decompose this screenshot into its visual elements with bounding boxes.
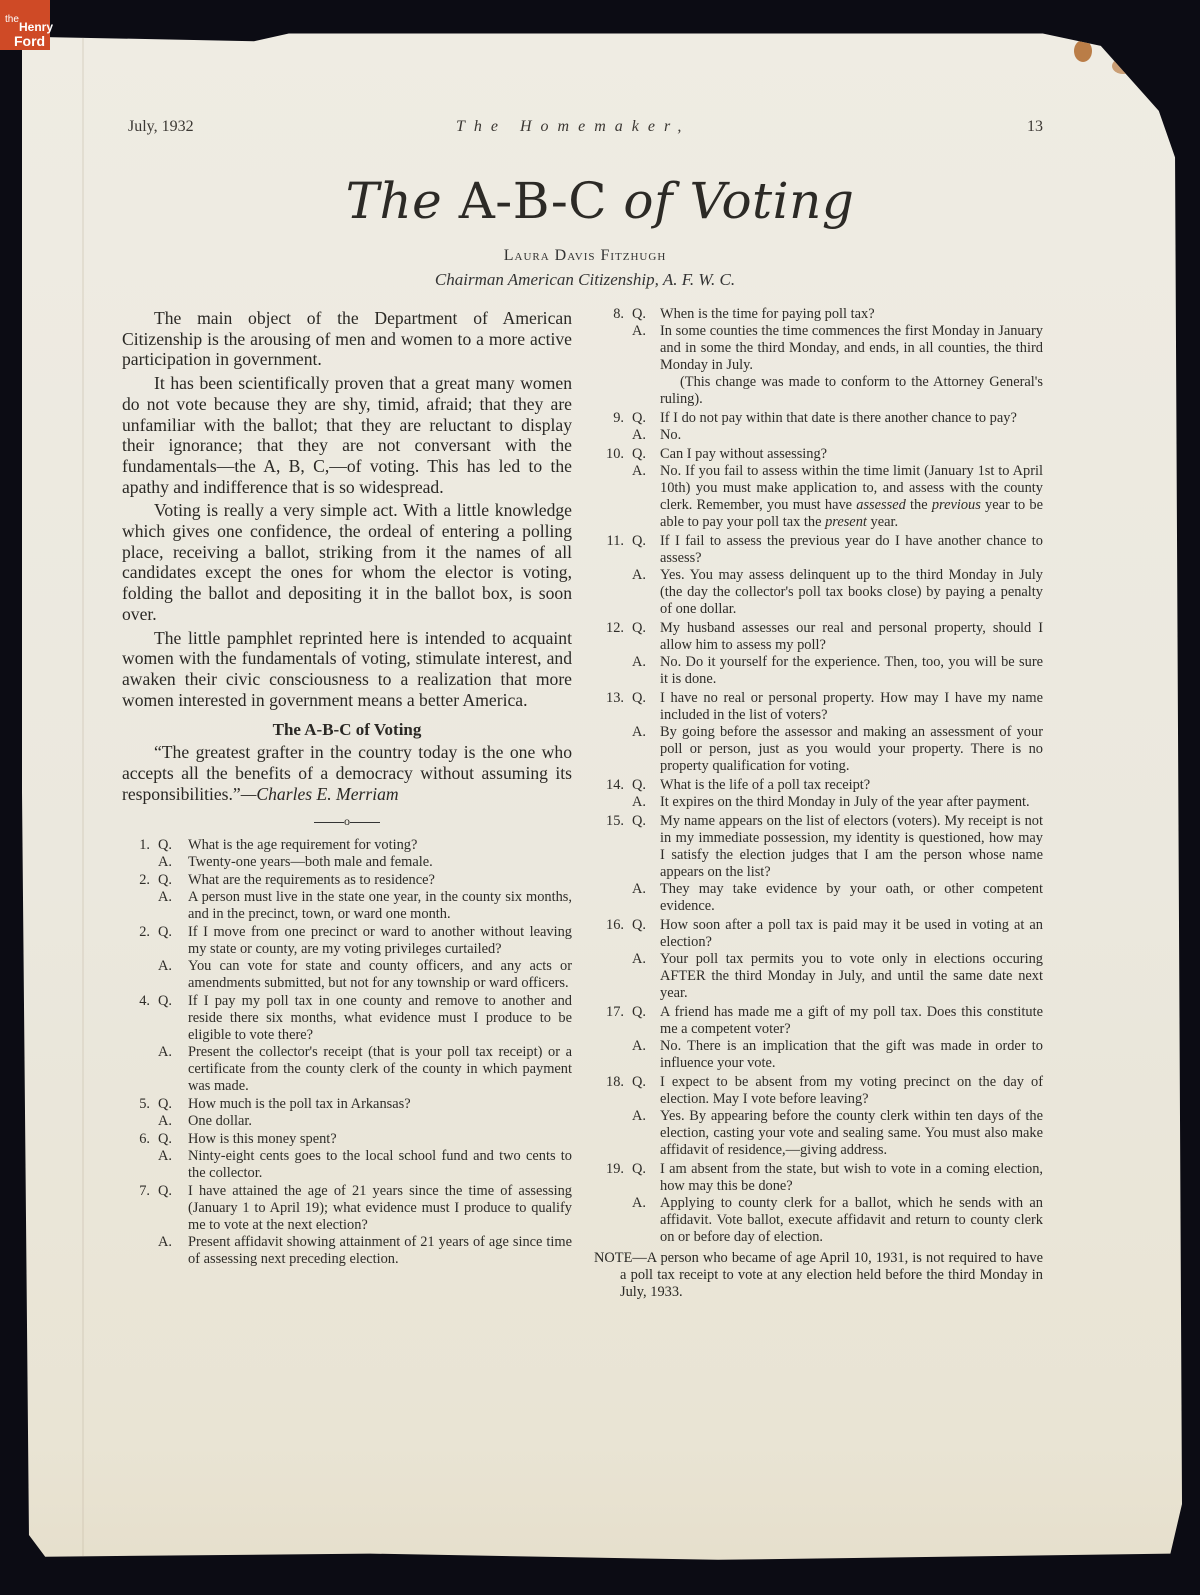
question-label: Q. bbox=[158, 993, 172, 1010]
question-row bbox=[594, 690, 1043, 724]
answer-label: A. bbox=[158, 958, 172, 975]
question-label: Q. bbox=[632, 813, 646, 829]
qa-item bbox=[594, 1161, 1043, 1246]
question-row bbox=[594, 1161, 1043, 1195]
right-column bbox=[594, 306, 1043, 1301]
answer-text: One dollar. bbox=[188, 1113, 252, 1130]
qa-item bbox=[594, 533, 1043, 618]
footnote: NOTE—A person who became of age April 10, 1931, is not required to have a poll tax receipt to vote at any election held before the third Monday in July, 1933. bbox=[594, 1250, 1043, 1300]
question-text: What is the age requirement for voting? bbox=[188, 837, 418, 854]
question-label: Q. bbox=[158, 1096, 172, 1113]
title-the: The bbox=[345, 172, 443, 230]
question-row bbox=[594, 306, 1043, 323]
emphasized-word: previous bbox=[931, 497, 981, 513]
answer-text: A person must live in the state one year, in the county six months, and in the precinct, town, or ward one month. bbox=[188, 889, 572, 923]
answer-row bbox=[594, 654, 1043, 688]
qa-item bbox=[594, 1074, 1043, 1159]
answer-text: Applying to county clerk for a ballot, which he sends with an affidavit. Vote ballot, execute affidavit and return to county clerk on or before day of election. bbox=[660, 1195, 1043, 1245]
answer-label: A. bbox=[632, 1038, 646, 1054]
answer-text: Present the collector's receipt (that is your poll tax receipt) or a certificate from the county clerk of the county in which payment was made. bbox=[188, 1044, 572, 1095]
question-number: 18. bbox=[606, 1074, 624, 1090]
logo-text-henry: Henry bbox=[19, 20, 54, 34]
question-number: 15. bbox=[606, 813, 624, 829]
answer-label: A. bbox=[158, 1044, 172, 1061]
question-label: Q. bbox=[632, 446, 646, 462]
qa-item bbox=[122, 1183, 572, 1268]
question-number: 9. bbox=[613, 410, 624, 426]
title-voting: Voting bbox=[689, 172, 855, 230]
question-label: Q. bbox=[632, 917, 646, 933]
question-label: Q. bbox=[632, 533, 646, 549]
qa-item bbox=[594, 306, 1043, 408]
question-text: What is the life of a poll tax receipt? bbox=[660, 777, 871, 793]
henry-ford-logo bbox=[0, 0, 54, 50]
qa-item bbox=[122, 872, 572, 923]
intro-paragraph: Voting is really a very simple act. With a little knowledge which gives one confidence, the ordeal of entering a polling place, receiving a ballot, striking from it the names of all candidates except the ones for whom the elector is voting, folding the ballot and depositing it in the ballot box, is soon over. bbox=[122, 500, 572, 624]
question-label: Q. bbox=[632, 1004, 646, 1020]
question-row bbox=[122, 1096, 572, 1113]
qa-item bbox=[594, 620, 1043, 688]
question-label: Q. bbox=[632, 1161, 646, 1177]
question-label: Q. bbox=[158, 837, 172, 854]
qa-item bbox=[122, 924, 572, 992]
title-abc: A-B-C bbox=[458, 172, 608, 230]
answer-note: (This change was made to conform to the Attorney General's ruling). bbox=[660, 374, 1043, 407]
question-number: 13. bbox=[606, 690, 624, 706]
answer-text: No. There is an implication that the gift was made in order to influence your vote. bbox=[660, 1038, 1043, 1071]
page-number: 13 bbox=[1027, 118, 1043, 135]
issue-date: July, 1932 bbox=[128, 118, 194, 135]
question-text: If I pay my poll tax in one county and remove to another and reside there six months, what evidence must I produce to be eligible to vote there? bbox=[188, 993, 572, 1044]
answer-label: A. bbox=[632, 427, 646, 443]
rust-stain bbox=[1112, 58, 1134, 74]
epigraph-quote bbox=[122, 742, 572, 804]
qa-item bbox=[594, 777, 1043, 811]
question-row bbox=[594, 1074, 1043, 1108]
question-row bbox=[122, 872, 572, 889]
intro-paragraph: It has been scientifically proven that a great many women do not vote because they are shy, timid, afraid; that they are unfamiliar with the ballot; that they are reluctant to display their ignorance; that they are not conversant with the fundamentals—the A, B, C,—of voting. This has led to the apathy and indifference that is so widespread. bbox=[122, 373, 572, 497]
question-text: Can I pay without assessing? bbox=[660, 446, 828, 462]
answer-row bbox=[122, 1148, 572, 1182]
answer-row bbox=[594, 463, 1043, 531]
answer-label: A. bbox=[158, 1148, 172, 1165]
quote-attribution: —Charles E. Merriam bbox=[240, 783, 399, 804]
qa-item bbox=[122, 837, 572, 871]
qa-item bbox=[122, 1131, 572, 1182]
answer-row bbox=[594, 881, 1043, 915]
question-number: 5. bbox=[139, 1096, 150, 1113]
question-text: I am absent from the state, but wish to vote in a coming election, how may this be done? bbox=[660, 1161, 1043, 1194]
qa-item bbox=[594, 410, 1043, 444]
quote-text: “The greatest grafter in the country today is the one who accepts all the benefits of a democracy without assuming its responsibilities.” bbox=[122, 742, 572, 804]
answer-label: A. bbox=[632, 724, 646, 740]
question-number: 2. bbox=[139, 924, 150, 941]
question-row bbox=[122, 1183, 572, 1234]
question-text: If I do not pay within that date is there another chance to pay? bbox=[660, 410, 1017, 426]
question-text: How soon after a poll tax is paid may it be used in voting at an election? bbox=[660, 917, 1043, 950]
question-text: How is this money spent? bbox=[188, 1131, 337, 1148]
question-row bbox=[122, 837, 572, 854]
question-row bbox=[594, 777, 1043, 794]
question-text: I have no real or personal property. How may I have my name included in the list of voters? bbox=[660, 690, 1043, 723]
answer-text: You can vote for state and county officers, and any acts or amendments submitted, but not for any township or ward officers. bbox=[188, 958, 572, 992]
qa-item bbox=[594, 446, 1043, 531]
question-row bbox=[594, 813, 1043, 881]
answer-text: No. If you fail to assess within the time limit (January 1st to April 10th) you must make application to, and assess with the county clerk. Remember, you must have assessed the previous year to be able to pay your poll tax the present year. bbox=[660, 463, 1043, 530]
answer-label: A. bbox=[158, 1113, 172, 1130]
logo-text-the: the bbox=[5, 14, 19, 25]
answer-row bbox=[594, 427, 1043, 444]
question-number: 19. bbox=[606, 1161, 624, 1177]
answer-row bbox=[122, 889, 572, 923]
question-text: How much is the poll tax in Arkansas? bbox=[188, 1096, 411, 1113]
answer-text: Twenty-one years—both male and female. bbox=[188, 854, 433, 871]
question-text: I expect to be absent from my voting precinct on the day of election. May I vote before leaving? bbox=[660, 1074, 1043, 1107]
qa-item bbox=[594, 917, 1043, 1002]
answer-text: By going before the assessor and making an assessment of your poll or person, just as you would your property. There is no property qualification for voting. bbox=[660, 724, 1043, 774]
left-column bbox=[122, 308, 572, 1269]
emphasized-word: present bbox=[825, 514, 867, 530]
answer-row bbox=[594, 794, 1043, 811]
intro-paragraph: The main object of the Department of American Citizenship is the arousing of men and women to a more active participation in government. bbox=[122, 308, 572, 370]
question-number: 8. bbox=[613, 306, 624, 322]
question-number: 14. bbox=[606, 777, 624, 793]
intro bbox=[122, 308, 572, 710]
qa-list-left bbox=[122, 837, 572, 1268]
answer-label: A. bbox=[632, 1195, 646, 1211]
question-label: Q. bbox=[632, 410, 646, 426]
answer-text: In some counties the time commences the first Monday in January and in some the third Monday, and ends, in all counties, the third Monday in July. (This change was made to conform to the Attorney General's ruling). bbox=[660, 323, 1043, 407]
question-label: Q. bbox=[632, 777, 646, 793]
question-label: Q. bbox=[632, 620, 646, 636]
title-of: of bbox=[623, 172, 674, 230]
question-row bbox=[122, 1131, 572, 1148]
qa-item bbox=[594, 1004, 1043, 1072]
answer-text: They may take evidence by your oath, or other competent evidence. bbox=[660, 881, 1043, 914]
answer-text: Yes. By appearing before the county clerk within ten days of the election, casting your vote and sealing same. You must also make affidavit of residence,—giving address. bbox=[660, 1108, 1043, 1158]
question-number: 12. bbox=[606, 620, 624, 636]
question-row bbox=[594, 446, 1043, 463]
answer-text: Your poll tax permits you to vote only in elections occuring AFTER the third Monday in July, and until the same date next year. bbox=[660, 951, 1043, 1001]
answer-row bbox=[594, 1038, 1043, 1072]
qa-item bbox=[594, 813, 1043, 915]
qa-item bbox=[122, 1096, 572, 1130]
question-number: 2. bbox=[139, 872, 150, 889]
magazine-name: The Homemaker, bbox=[456, 118, 691, 135]
answer-label: A. bbox=[632, 323, 646, 339]
answer-label: A. bbox=[158, 1234, 172, 1251]
answer-row bbox=[122, 958, 572, 992]
logo-text-ford: Ford bbox=[14, 33, 46, 49]
answer-text: No. Do it yourself for the experience. Then, too, you will be sure it is done. bbox=[660, 654, 1043, 687]
question-row bbox=[594, 533, 1043, 567]
question-label: Q. bbox=[158, 924, 172, 941]
question-text: What are the requirements as to residence? bbox=[188, 872, 435, 889]
author-affiliation: Chairman American Citizenship, A. F. W. C. bbox=[434, 270, 736, 289]
intro-paragraph: The little pamphlet reprinted here is intended to acquaint women with the fundamentals of voting, stimulate interest, and awaken their civic consciousness to a realization that more women interested in government means a better America. bbox=[122, 627, 572, 710]
answer-label: A. bbox=[632, 951, 646, 967]
question-label: Q. bbox=[632, 306, 646, 322]
question-label: Q. bbox=[158, 1183, 172, 1200]
answer-row bbox=[122, 1113, 572, 1130]
answer-label: A. bbox=[632, 463, 646, 479]
answer-row bbox=[122, 1234, 572, 1268]
question-number: 6. bbox=[139, 1131, 150, 1148]
question-number: 4. bbox=[139, 993, 150, 1010]
question-number: 11. bbox=[606, 533, 624, 549]
answer-label: A. bbox=[632, 567, 646, 583]
answer-row bbox=[594, 951, 1043, 1002]
question-row bbox=[594, 1004, 1043, 1038]
question-row bbox=[122, 924, 572, 958]
question-number: 10. bbox=[606, 446, 624, 462]
rust-stain bbox=[1074, 40, 1092, 62]
answer-row bbox=[594, 567, 1043, 618]
question-text: If I fail to assess the previous year do I have another chance to assess? bbox=[660, 533, 1043, 566]
answer-label: A. bbox=[632, 1108, 646, 1124]
question-number: 7. bbox=[139, 1183, 150, 1200]
answer-label: A. bbox=[632, 654, 646, 670]
answer-row bbox=[594, 1195, 1043, 1246]
answer-row bbox=[594, 1108, 1043, 1159]
answer-text: Present affidavit showing attainment of 21 years of age since time of assessing next preceding election. bbox=[188, 1234, 572, 1268]
question-text: I have attained the age of 21 years since the time of assessing (January 1 to April 19); what evidence must I produce to qualify me to vote at the next election? bbox=[188, 1183, 572, 1234]
author-byline: Laura Davis Fitzhugh bbox=[503, 247, 667, 264]
qa-item bbox=[594, 690, 1043, 775]
question-text: My husband assesses our real and personal property, should I allow him to assess my poll? bbox=[660, 620, 1043, 653]
answer-label: A. bbox=[158, 854, 172, 871]
divider-mark: o bbox=[344, 814, 350, 829]
answer-text: Yes. You may assess delinquent up to the third Monday in July (the day the collector's poll tax books close) by paying a penalty of one dollar. bbox=[660, 567, 1043, 617]
question-number: 17. bbox=[606, 1004, 624, 1020]
question-text: My name appears on the list of electors (voters). My receipt is not in my immediate possession, my identity is questioned, how may I satisfy the election judges that I am the person whose name appears on the list? bbox=[660, 813, 1043, 880]
answer-label: A. bbox=[158, 889, 172, 906]
question-row bbox=[122, 993, 572, 1044]
question-label: Q. bbox=[632, 1074, 646, 1090]
answer-row bbox=[594, 323, 1043, 408]
question-number: 16. bbox=[606, 917, 624, 933]
answer-text: No. bbox=[660, 427, 682, 443]
answer-text: It expires on the third Monday in July of the year after payment. bbox=[660, 794, 1030, 810]
section-divider bbox=[122, 814, 572, 829]
answer-row bbox=[122, 854, 572, 871]
qa-list-right bbox=[594, 306, 1043, 1246]
question-label: Q. bbox=[158, 872, 172, 889]
section-heading: The A-B-C of Voting bbox=[272, 720, 422, 740]
answer-row bbox=[122, 1044, 572, 1095]
question-row bbox=[594, 917, 1043, 951]
question-label: Q. bbox=[632, 690, 646, 706]
article-title bbox=[0, 172, 1200, 230]
question-label: Q. bbox=[158, 1131, 172, 1148]
emphasized-word: assessed bbox=[856, 497, 906, 513]
question-text: A friend has made me a gift of my poll tax. Does this constitute me a competent voter? bbox=[660, 1004, 1043, 1037]
question-text: If I move from one precinct or ward to another without leaving my state or county, are my voting privileges curtailed? bbox=[188, 924, 572, 958]
answer-text: Ninty-eight cents goes to the local school fund and two cents to the collector. bbox=[188, 1148, 572, 1182]
answer-row bbox=[594, 724, 1043, 775]
answer-label: A. bbox=[632, 881, 646, 897]
question-row bbox=[594, 620, 1043, 654]
answer-label: A. bbox=[632, 794, 646, 810]
question-number: 1. bbox=[139, 837, 150, 854]
qa-item bbox=[122, 993, 572, 1095]
question-row bbox=[594, 410, 1043, 427]
question-text: When is the time for paying poll tax? bbox=[660, 306, 875, 322]
